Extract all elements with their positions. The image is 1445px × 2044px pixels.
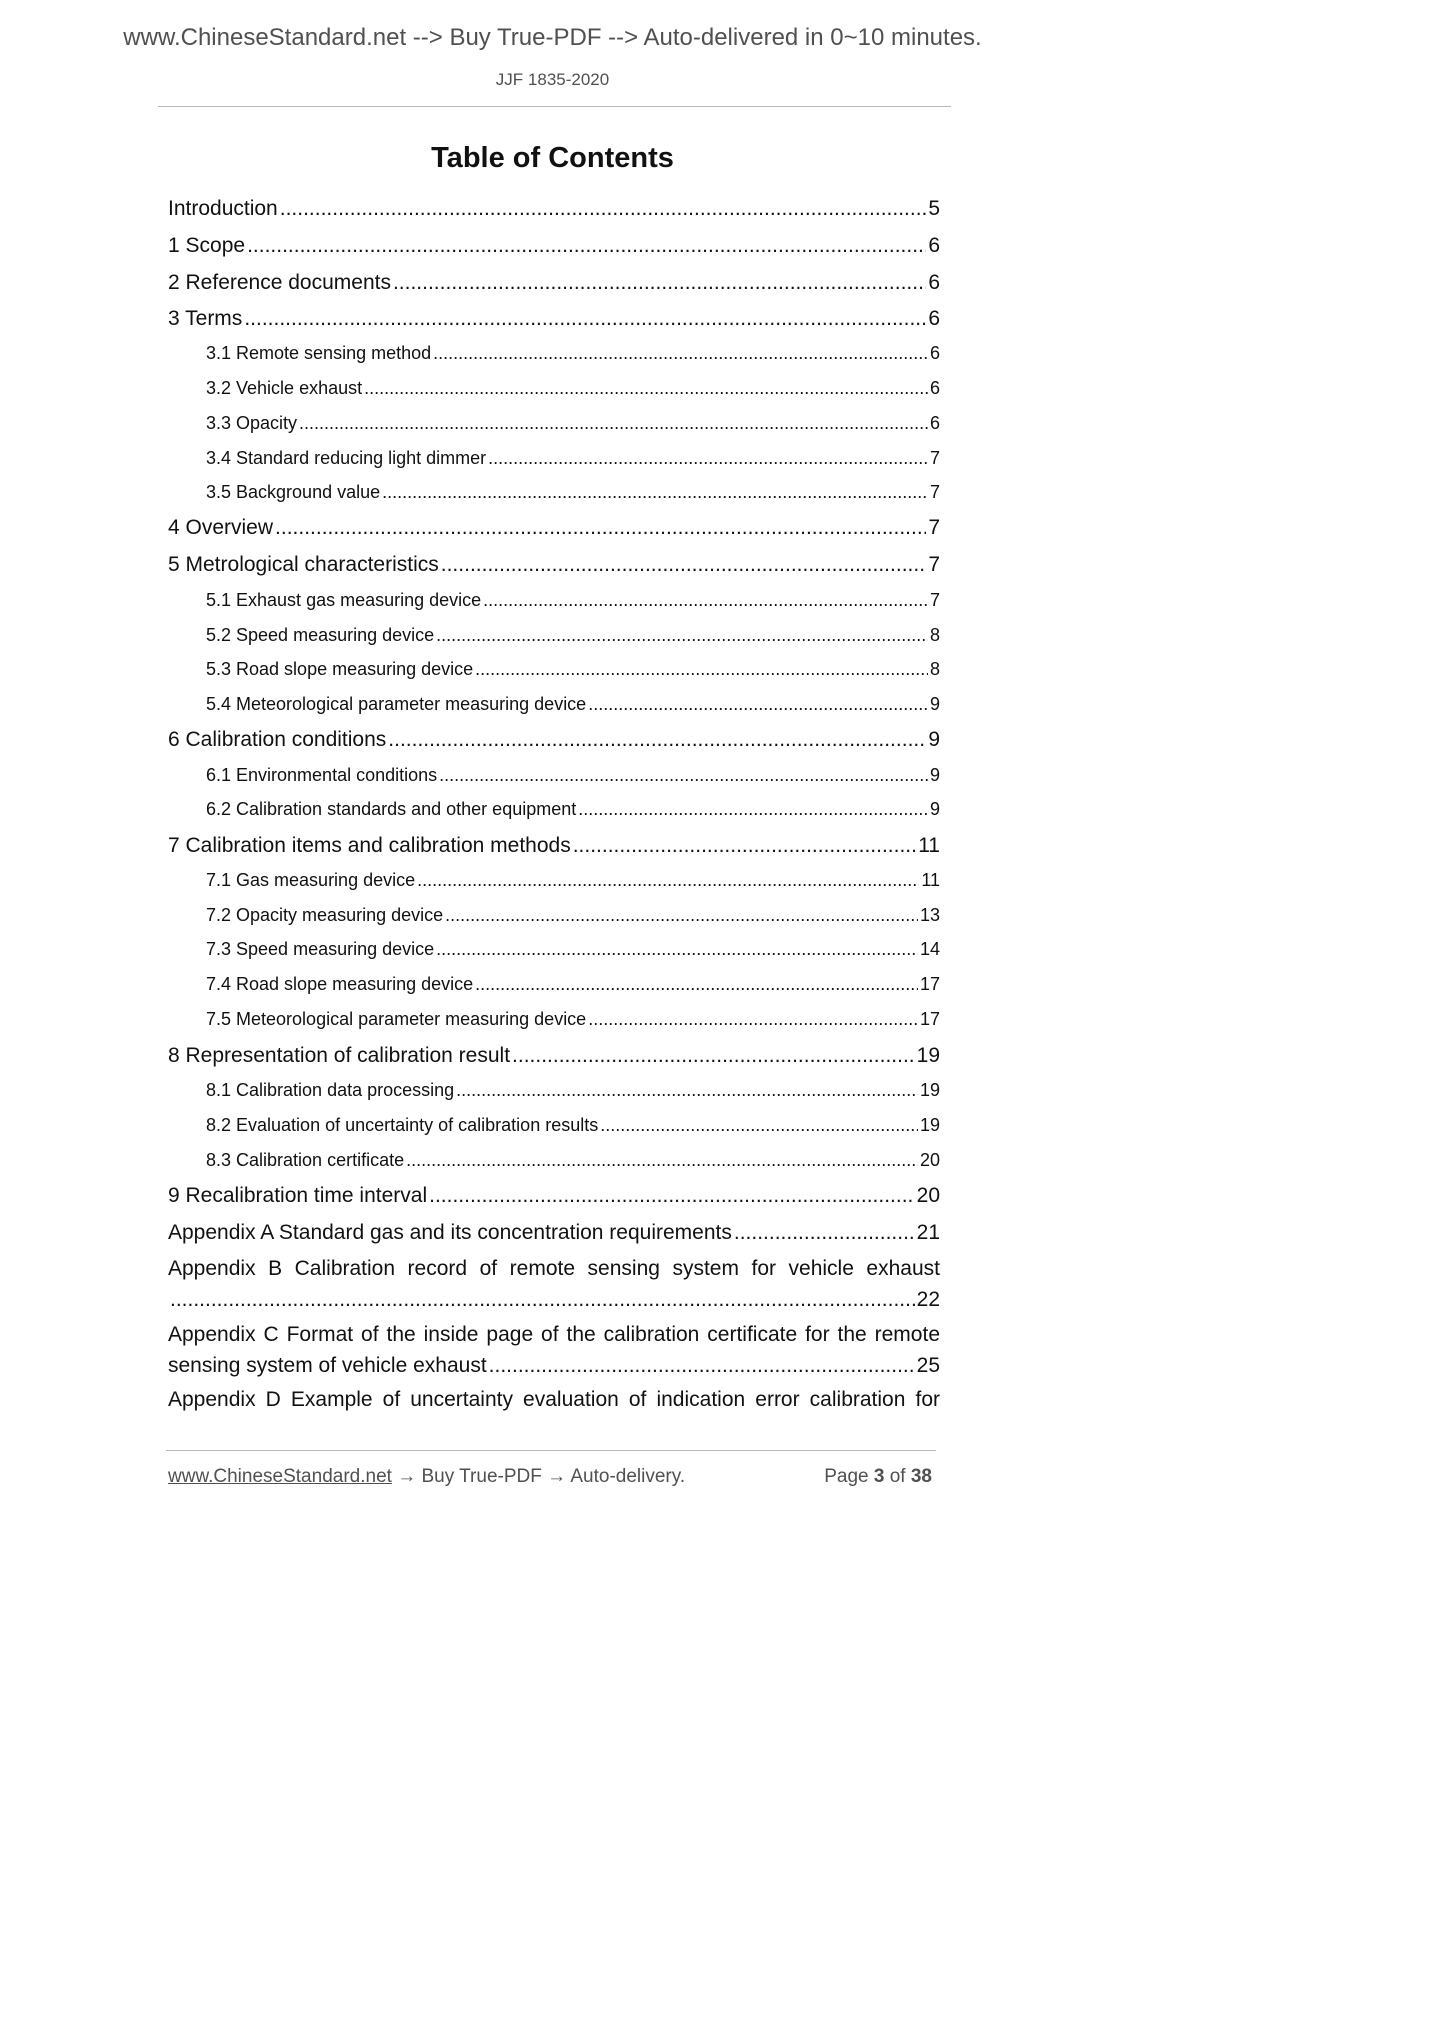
toc-subentry[interactable] <box>168 482 940 503</box>
toc-entry-page: 7 <box>929 448 940 468</box>
toc-leader <box>436 939 918 960</box>
toc-subentry[interactable] <box>168 1009 940 1030</box>
toc-entry-page: 6 <box>928 271 940 294</box>
toc-entry-page: 8 <box>929 659 940 679</box>
toc-entry[interactable] <box>168 1184 940 1208</box>
footer-tagline: → Buy True-PDF → Auto-delivery. <box>391 1466 686 1487</box>
toc-leader <box>488 448 928 469</box>
page-footer <box>168 1466 940 1488</box>
toc-entry[interactable] <box>168 1221 940 1245</box>
toc-leader <box>436 625 928 646</box>
toc-entry-label: 3.1 Remote sensing method <box>206 343 432 363</box>
toc-entry-page: 7 <box>928 516 940 539</box>
toc-entry-page: 9 <box>928 728 940 751</box>
header-divider <box>158 106 951 107</box>
toc-entry-page: 21 <box>916 1221 940 1244</box>
toc-entry-label: 7.5 Meteorological parameter measuring device <box>206 1009 587 1029</box>
toc-entry-label: 8 Representation of calibration result <box>168 1044 511 1067</box>
toc-leader <box>170 1288 915 1312</box>
toc-entry-page: 17 <box>919 974 940 994</box>
toc-leader <box>441 553 927 577</box>
toc-leader <box>439 765 928 786</box>
toc-entry-page: 22 <box>916 1288 940 1311</box>
footer-divider <box>166 1450 936 1451</box>
toc-entry-label: 7.2 Opacity measuring device <box>206 905 444 925</box>
page-counter <box>824 1466 932 1488</box>
toc-subentry[interactable] <box>168 765 940 786</box>
toc-leader <box>280 197 927 221</box>
toc-leader <box>417 870 919 891</box>
toc-subentry[interactable] <box>168 939 940 960</box>
footer-site-link[interactable]: www.ChineseStandard.net <box>168 1466 392 1487</box>
toc-leader <box>393 271 926 295</box>
toc-subentry[interactable] <box>168 694 940 715</box>
toc-entry-page: 7 <box>929 482 940 502</box>
toc-leader <box>433 343 928 364</box>
toc-leader <box>299 413 928 434</box>
toc-entry-label: 8.2 Evaluation of uncertainty of calibration results <box>206 1115 599 1135</box>
toc-entry-page: 25 <box>916 1354 940 1377</box>
of-word: of <box>889 1466 906 1487</box>
toc-entry-label: 9 Recalibration time interval <box>168 1184 428 1207</box>
toc-entry[interactable] <box>168 197 940 221</box>
toc-leader <box>429 1184 915 1208</box>
toc-leader <box>364 378 928 399</box>
toc-entry[interactable] <box>168 834 940 858</box>
toc-entry[interactable] <box>168 728 940 752</box>
toc-leader <box>573 834 916 858</box>
page-title: Table of Contents <box>431 142 674 174</box>
toc-leader <box>456 1080 918 1101</box>
toc-subentry[interactable] <box>168 659 940 680</box>
toc-entry-page: 6 <box>928 307 940 330</box>
toc-leader <box>588 1009 918 1030</box>
toc-entry-label: Introduction <box>168 197 278 220</box>
toc-leader <box>382 482 928 503</box>
toc-entry-appendix-d[interactable] <box>168 1388 940 1412</box>
toc-leader <box>734 1221 915 1245</box>
toc-entry-label-continued: sensing system of vehicle exhaust <box>168 1354 487 1377</box>
toc-entry-label: 4 Overview <box>168 516 274 539</box>
toc-entry-label: 2 Reference documents <box>168 271 391 294</box>
toc-entry-label: Appendix A Standard gas and its concentration requirements <box>168 1221 732 1244</box>
toc-entry-page: 5 <box>928 197 940 220</box>
toc-entry-label: 3 Terms <box>168 307 243 330</box>
toc-entry-page: 17 <box>919 1009 940 1029</box>
toc-entry-label: 1 Scope <box>168 234 246 257</box>
page-word: Page <box>824 1466 869 1487</box>
toc-entry-label: 5.2 Speed measuring device <box>206 625 435 645</box>
current-page-number: 3 <box>873 1466 885 1487</box>
toc-entry-page: 11 <box>918 834 940 857</box>
toc-entry-page: 6 <box>929 343 940 363</box>
toc-entry-label: 6.1 Environmental conditions <box>206 765 438 785</box>
toc-leader <box>247 234 926 258</box>
toc-subentry[interactable] <box>168 905 940 926</box>
toc-entry[interactable] <box>168 516 940 540</box>
toc-entry-appendix-b[interactable] <box>168 1257 940 1312</box>
toc-entry-page: 11 <box>921 870 940 890</box>
toc-subentry[interactable] <box>168 1150 940 1171</box>
toc-entry-page: 9 <box>929 765 940 785</box>
toc-entry-page: 14 <box>919 939 940 959</box>
toc-entry-page: 8 <box>929 625 940 645</box>
toc-subentry[interactable] <box>168 1115 940 1136</box>
toc-subentry[interactable] <box>168 448 940 469</box>
toc-subentry[interactable] <box>168 378 940 399</box>
toc-entry[interactable] <box>168 553 940 577</box>
toc-leader <box>244 307 926 331</box>
toc-subentry[interactable] <box>168 974 940 995</box>
total-pages: 38 <box>910 1466 932 1487</box>
toc-entry[interactable] <box>168 234 940 258</box>
toc-leader <box>512 1044 915 1068</box>
toc-entry-page: 19 <box>919 1115 940 1135</box>
toc-leader <box>588 694 928 715</box>
toc-entry[interactable] <box>168 307 940 331</box>
toc-entry-label: 6.2 Calibration standards and other equipment <box>206 799 577 819</box>
toc-entry-page: 6 <box>929 413 940 433</box>
toc-entry-label: 5.3 Road slope measuring device <box>206 659 474 679</box>
toc-entry-label: Appendix C Format of the inside page of the calibration certificate for the remote <box>168 1323 940 1346</box>
toc-entry-label: 3.5 Background value <box>206 482 381 502</box>
toc-leader <box>483 590 928 611</box>
toc-entry[interactable] <box>168 271 940 295</box>
toc-entry[interactable] <box>168 1044 940 1068</box>
toc-subentry[interactable] <box>168 1080 940 1101</box>
toc-entry-label: Appendix B Calibration record of remote sensing system for vehicle exhaust <box>168 1257 940 1280</box>
toc-leader <box>475 974 918 995</box>
toc-leader <box>475 659 928 680</box>
toc-entry-label: 3.2 Vehicle exhaust <box>206 378 363 398</box>
toc-entry-label: 7.3 Speed measuring device <box>206 939 435 959</box>
toc-leader <box>445 905 918 926</box>
toc-entry-label: 5 Metrological characteristics <box>168 553 439 576</box>
toc-leader <box>600 1115 918 1136</box>
toc-entry-label: 6 Calibration conditions <box>168 728 387 751</box>
toc-entry-label: 3.3 Opacity <box>206 413 298 433</box>
toc-subentry[interactable] <box>168 590 940 611</box>
toc-entry-appendix-c[interactable] <box>168 1323 940 1378</box>
toc-entry-page: 19 <box>919 1080 940 1100</box>
toc-entry-label: 8.3 Calibration certificate <box>206 1150 405 1170</box>
toc-entry-label: 8.1 Calibration data processing <box>206 1080 455 1100</box>
toc-leader <box>406 1150 918 1171</box>
toc-entry-page: 13 <box>919 905 940 925</box>
toc-entry-page: 19 <box>916 1044 940 1067</box>
toc-entry-label: 7.1 Gas measuring device <box>206 870 416 890</box>
toc-subentry[interactable] <box>168 343 940 364</box>
toc-subentry[interactable] <box>168 799 940 820</box>
toc-entry-page: 9 <box>929 694 940 714</box>
toc-leader <box>388 728 926 752</box>
toc-subentry[interactable] <box>168 870 940 891</box>
header-banner: www.ChineseStandard.net --> Buy True-PDF --> Auto-delivered in 0~10 minutes. <box>123 24 982 51</box>
toc-subentry[interactable] <box>168 413 940 434</box>
toc-entry-label: 7.4 Road slope measuring device <box>206 974 474 994</box>
toc-entry-page: 20 <box>916 1184 940 1207</box>
toc-leader <box>275 516 926 540</box>
toc-entry-page: 7 <box>929 590 940 610</box>
toc-entry-page: 6 <box>929 378 940 398</box>
toc-entry-label: Appendix D Example of uncertainty evaluation of indication error calibration for <box>168 1388 940 1411</box>
toc-entry-label: 7 Calibration items and calibration methods <box>168 834 571 857</box>
toc-leader <box>578 799 928 820</box>
toc-entry-page: 7 <box>928 553 940 576</box>
toc-entry-page: 9 <box>929 799 940 819</box>
toc-entry-page: 20 <box>919 1150 940 1170</box>
toc-entry-page: 6 <box>928 234 940 257</box>
toc-entry-label: 3.4 Standard reducing light dimmer <box>206 448 487 468</box>
toc-entry-label: 5.1 Exhaust gas measuring device <box>206 590 482 610</box>
toc-entry-label: 5.4 Meteorological parameter measuring device <box>206 694 587 714</box>
toc-subentry[interactable] <box>168 625 940 646</box>
toc-leader <box>489 1354 915 1378</box>
document-id: JJF 1835-2020 <box>495 70 610 89</box>
